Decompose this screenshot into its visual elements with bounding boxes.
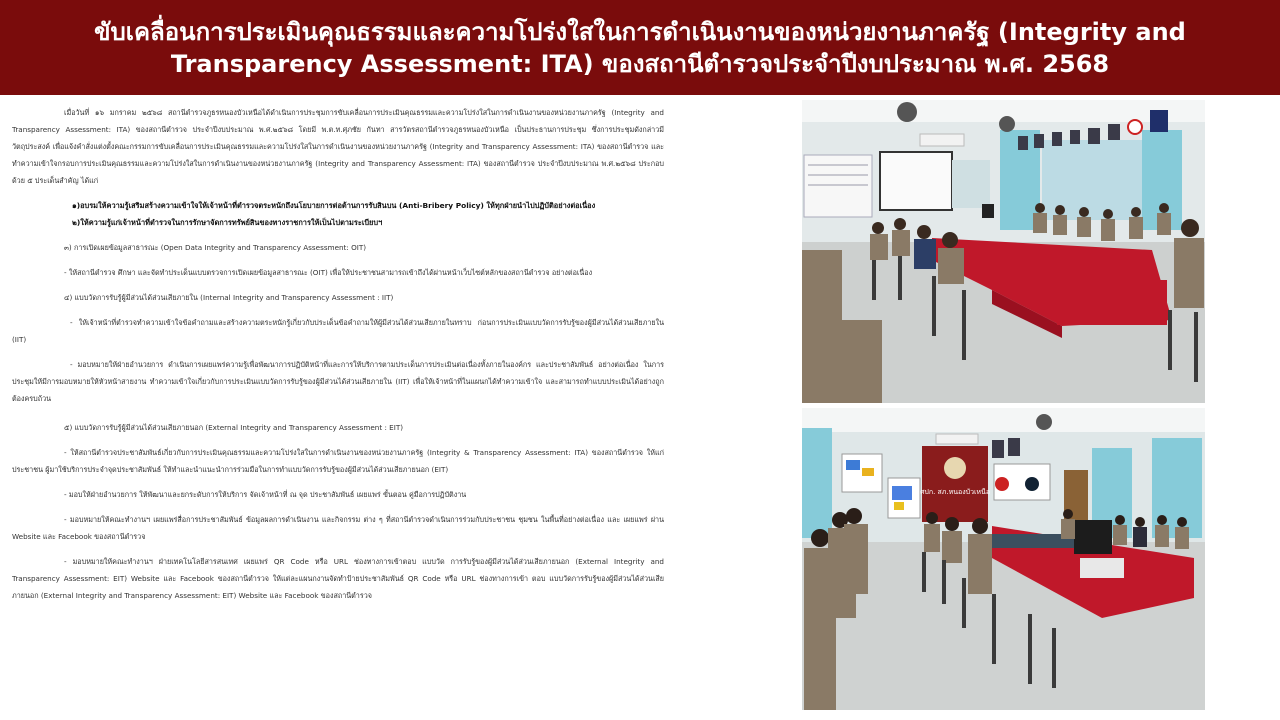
item-5-heading: ๕) แบบวัดการรับรู้ผู้มีส่วนได้ส่วนเสียภายนอก (External Integrity and Transparency Assessment : EIT) [64,423,404,432]
item-4-text-2: - มอบหมายให้ฝ่ายอำนวยการ ดำเนินการเผยแพร่ความรู้เพื่อพัฒนาการปฏิบัติหน้าที่และการให้บริการตามประเด็นการประเมินต่อเนื่องทั้งภายในองค์กร และประชาสัมพันธ์ อย่างต่อเนื่อง ในการประชุมให้มีการมอบหมายให้หัวหน้าสายงาน ทำความเข้าใจเกี่ยวกับการประเมินแบบวัดการรับรู้ของผู้มีส่วนได้ส่วนเสียภายใน (IIT) เพื่อให้เจ้าหน้าที่ในแผนกได้ทำความเข้าใจ และสามารถทำแบบประเมินได้อย่างถูกต้องครบถ้วน [12,360,664,403]
operation-center-sign: ศปก. สภ.หนองบัวเหนือ [919,488,991,496]
item-4-heading: ๔) แบบวัดการรับรู้ผู้มีส่วนได้ส่วนเสียภายใน (Internal Integrity and Transparency Assessment : IIT) [64,293,394,302]
article-body [12,104,664,716]
meeting-photo-2 [802,408,1205,710]
item-4-text-1: - ให้เจ้าหน้าที่ตำรวจทำความเข้าใจข้อคำถามและสร้างความตระหนักรู้เกี่ยวกับประเด็นข้อคำถามให้ผู้มีส่วนได้ส่วนเสียภายในทราบ ก่อนการประเมินแบบวัดการรับรู้ของผู้มีส่วนได้ส่วนเสียภายใน (IIT) [12,318,664,344]
item-5-text-3: - มอบหมายให้คณะทำงานฯ เผยแพร่สื่อการประชาสัมพันธ์ ข้อมูลผลการดำเนินงาน และกิจกรรม ต่าง ๆ ที่สถานีตำรวจดำเนินการร่วมกับประชาชน ชุมชน ในพื้นที่อย่างต่อเนื่อง และ เผยแพร่ ผ่าน Website และ Facebook ของสถานีตำรวจ [12,515,664,541]
page-title-line-2: Transparency Assessment: ITA) ของสถานีตำรวจประจำปีงบประมาณ พ.ศ. 2568 [170,49,1110,78]
item-3-heading: ๓) การเปิดเผยข้อมูลสาธารณะ (Open Data Integrity and Transparency Assessment: OIT) [64,243,367,252]
item-3-text: - ให้สถานีตำรวจ ศึกษา และจัดทำประเด็นแบบตรวจการเปิดเผยข้อมูลสาธารณะ (OIT) เพื่อให้ประชาชนสามารถเข้าถึงได้ผ่านหน้าเว็บไซต์หลักของสถานีตำรวจ อย่างต่อเนื่อง [64,268,593,277]
item-5-text-2: - มอบให้ฝ่ายอำนวยการ ให้พัฒนาและยกระดับการให้บริการ จัดเจ้าหน้าที่ ณ จุด ประชาสัมพันธ์ เผยแพร่ ขั้นตอน คู่มือการปฏิบัติงาน [64,490,467,499]
meeting-photo-1 [802,100,1205,403]
page-title-line-1: ขับเคลื่อนการประเมินคุณธรรมและความโปร่งใสในการดำเนินงานของหน่วยงานภาครัฐ (Integrity and [94,17,1186,46]
item-5-text-1: - ให้สถานีตำรวจประชาสัมพันธ์เกี่ยวกับการประเมินคุณธรรมและความโปร่งใสในการดำเนินงานของหน่วยงานภาครัฐ (Integrity & Transparency Assessment: ITA) ของสถานีตำรวจ ให้แก่ประชาชน ผู้มาใช้บริการประจำจุดประชาสัมพันธ์ ให้ทำและนำแนะนำการร่วมมือในการทำแบบวัดการรับรู้ของผู้มีส่วนได้ส่วนเสียภายนอก (EIT) [12,448,664,474]
title-banner [0,0,1280,95]
point-2: ๒)ให้ความรู้แก่เจ้าหน้าที่ตำรวจในการรักษาจัดการทรัพย์สินของทางราชการให้เป็นไปตามระเบียบฯ [72,218,383,227]
item-5-text-4: - มอบหมายให้คณะทำงานฯ ฝ่ายเทคโนโลยีสารสนเทศ เผยแพร่ QR Code หรือ URL ช่องทางการเข้าตอบ แบบวัด การรับรู้ของผู้มีส่วนได้ส่วนเสียภายนอก (External Integrity and Transparency Assessment: EIT) Website และ Facebook ของสถานีตำรวจ ให้แต่ละแผนกงานจัดทำป้ายประชาสัมพันธ์ QR Code หรือ URL ช่องทางการเข้า ตอบ แบบวัดการรับรู้ของผู้มีส่วนได้ส่วนเสียภายนอก (External Integrity and Transparency Assessment: EIT) Website และ Facebook ของสถานีตำรวจ [12,557,664,600]
intro-paragraph: เมื่อวันที่ ๑๖ มกราคม ๒๕๖๘ สถานีตำรวจภูธรหนองบัวเหนือได้ดำเนินการประชุมการขับเคลื่อนการประเมินคุณธรรมและความโปร่งใสในการดำเนินงานของหน่วยงานภาครัฐ (Integrity and Transparency Assessment: ITA) ของสถานีตำรวจ ประจำปีงบประมาณ พ.ศ.๒๕๖๘ โดยมี พ.ต.ท.ศุภชัย กันทา สารวัตรสถานีตำรวจภูธรหนองบัวเหนือ เป็นประธานการประชุม ซึ่งการประชุมดังกล่าวมีวัตถุประสงค์ เพื่อแจ้งคำสั่งแต่งตั้งคณะกรรมการขับเคลื่อนการประเมินคุณธรรมและความโปร่งใสในการดำเนินงานของหน่วยงานภาครัฐ (Integrity and Transparency Assessment: ITA) ของสถานีตำรวจ และทำความเข้าใจกรอบการประเมินคุณธรรมและความโปร่งใสในการดำเนินงานของหน่วยงานภาครัฐ (Integrity and Transparency Assessment: ITA) ของสถานีตำรวจ ประจำปีงบประมาณ พ.ศ.๒๕๖๘ ประกอบด้วย ๕ ประเด็นสำคัญ ได้แก่ [12,108,664,185]
point-1: ๑)อบรมให้ความรู้เสริมสร้างความเข้าใจให้เจ้าหน้าที่ตำรวจตระหนักถึงนโยบายการต่อต้านการรับสินบน (Anti-Bribery Policy) ให้ทุกฝ่ายนำไปปฏิบัติอย่างต่อเนื่อง [72,201,596,210]
meeting-photo-1-illustration [802,100,1205,403]
meeting-photo-2-illustration [802,408,1205,710]
